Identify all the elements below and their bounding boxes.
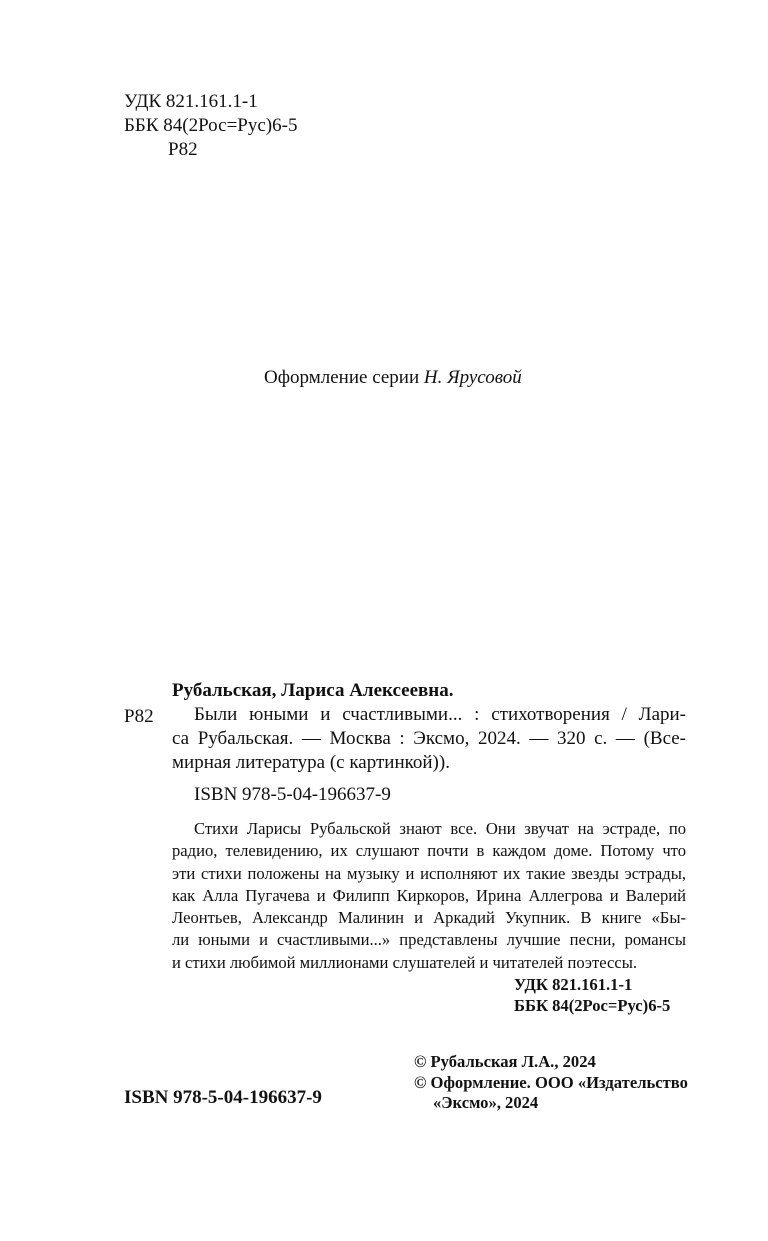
copyright-author: © Рубальская Л.А., 2024 bbox=[414, 1052, 596, 1071]
bottom-bbk-code: ББК 84(2Рос=Рус)6-5 bbox=[514, 996, 671, 1015]
series-designer-name: Н. Ярусовой bbox=[423, 367, 522, 388]
annotation-line: как Алла Пугачева и Филипп Киркоров, Ирина Аллегрова и Валерий bbox=[172, 885, 686, 905]
annotation-line: Стихи Ларисы Рубальской знают все. Они звучат на эстраде, по bbox=[194, 819, 686, 838]
top-classification-codes bbox=[124, 90, 297, 162]
annotation-line: Леонтьев, Александр Малинин и Аркадий Укупник. В книге «Бы- bbox=[172, 908, 686, 928]
record-line: мирная литература (с картинкой)). bbox=[172, 752, 450, 773]
copyright-publisher: «Эксмо», 2024 bbox=[433, 1093, 539, 1112]
record-line: Были юными и счастливыми... : стихотворения / Лари- bbox=[194, 704, 686, 725]
series-design-prefix: Оформление серии bbox=[264, 367, 424, 388]
bottom-udk-code: УДК 821.161.1-1 bbox=[514, 975, 633, 994]
record-cutter: Р82 bbox=[124, 706, 154, 727]
record-author: Рубальская, Лариса Алексеевна. bbox=[172, 680, 454, 701]
record-line: са Рубальская. — Москва : Эксмо, 2024. — 320 с. — (Все- bbox=[172, 728, 686, 749]
record-isbn: ISBN 978-5-04-196637-9 bbox=[194, 784, 391, 805]
annotation-line: ли юными и счастливыми...» представлены лучшие песни, романсы bbox=[172, 930, 686, 950]
annotation bbox=[172, 818, 686, 974]
bibliographic-record bbox=[172, 703, 686, 775]
series-design-credit bbox=[264, 367, 522, 389]
bottom-classification-codes bbox=[514, 974, 670, 1016]
copyright-block bbox=[414, 1052, 688, 1114]
udk-code: УДК 821.161.1-1 bbox=[124, 91, 258, 112]
annotation-line: и стихи любимой миллионами слушателей и читателей поэтессы. bbox=[172, 952, 638, 972]
cutter-code: Р82 bbox=[168, 139, 198, 160]
bbk-code: ББК 84(2Рос=Рус)6-5 bbox=[124, 115, 298, 136]
annotation-line: радио, телевидению, их слушают почти в каждом доме. Потому что bbox=[172, 841, 686, 861]
isbn-bottom: ISBN 978-5-04-196637-9 bbox=[124, 1087, 322, 1108]
copyright-design: © Оформление. ООО «Издательство bbox=[414, 1072, 688, 1092]
annotation-line: эти стихи положены на музыку и исполняют их такие звезды эстрады, bbox=[172, 863, 686, 883]
